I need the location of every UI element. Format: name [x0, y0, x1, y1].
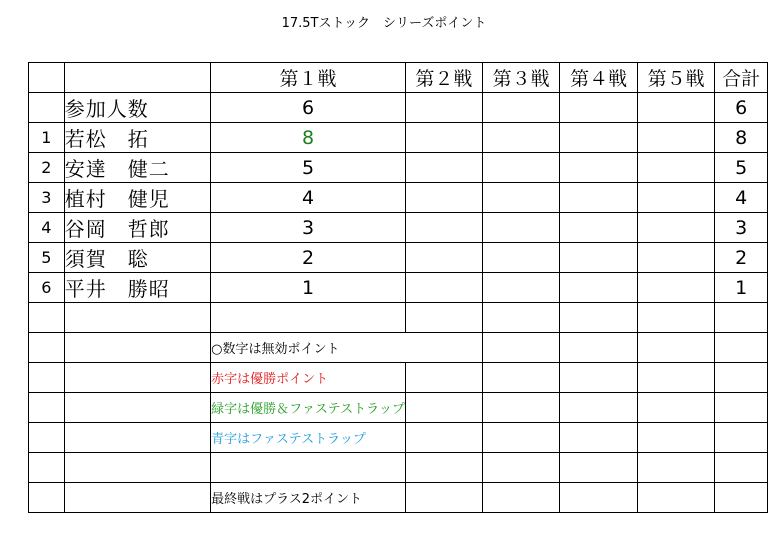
empty-cell	[483, 483, 560, 513]
empty-cell	[560, 213, 638, 243]
empty-cell	[715, 333, 768, 363]
empty-cell	[405, 273, 482, 303]
note-row	[29, 423, 768, 453]
empty-cell	[29, 423, 65, 453]
total-points: 5	[715, 153, 768, 183]
empty-cell	[715, 393, 768, 423]
empty-cell	[483, 243, 560, 273]
note-win-fastest: 緑字は優勝＆ファステストラップ	[211, 393, 406, 423]
table-row	[29, 213, 768, 243]
note-row	[29, 363, 768, 393]
rank-cell: 1	[29, 123, 65, 153]
round1-points: 3	[211, 213, 406, 243]
empty-cell	[483, 453, 560, 483]
empty-cell	[638, 123, 715, 153]
driver-name: 谷岡 哲郎	[64, 213, 210, 243]
total-points: 1	[715, 273, 768, 303]
empty-cell	[560, 183, 638, 213]
empty-cell	[405, 213, 482, 243]
empty-cell	[405, 243, 482, 273]
empty-cell	[405, 423, 482, 453]
driver-name: 平井 勝昭	[64, 273, 210, 303]
total-points: 4	[715, 183, 768, 213]
empty-cell	[638, 363, 715, 393]
empty-cell	[560, 303, 638, 333]
header-name-cell	[64, 63, 210, 93]
empty-cell	[64, 303, 210, 333]
participants-label: 参加人数	[64, 93, 210, 123]
empty-cell	[638, 153, 715, 183]
empty-cell	[483, 393, 560, 423]
header-round-1: 第１戦	[211, 63, 406, 93]
rank-cell: 3	[29, 183, 65, 213]
empty-cell	[715, 363, 768, 393]
page-title: 17.5Tストック シリーズポイント	[281, 16, 487, 31]
empty-cell	[29, 333, 65, 363]
driver-name: 植村 健児	[64, 183, 210, 213]
table-row	[29, 243, 768, 273]
empty-cell	[715, 483, 768, 513]
note-invalid: ○数字は無効ポイント	[211, 333, 406, 363]
rank-cell: 6	[29, 273, 65, 303]
empty-cell	[405, 153, 482, 183]
empty-cell	[560, 363, 638, 393]
note-fastest: 青字はファステストラップ	[211, 423, 406, 453]
empty-cell	[483, 213, 560, 243]
empty-cell	[405, 333, 482, 363]
empty-cell	[560, 273, 638, 303]
empty-cell	[483, 333, 560, 363]
header-round-5: 第５戦	[638, 63, 715, 93]
empty-cell	[64, 393, 210, 423]
empty-cell	[405, 183, 482, 213]
header-round-2: 第２戦	[405, 63, 482, 93]
empty-cell	[64, 333, 210, 363]
header-round-3: 第３戦	[483, 63, 560, 93]
empty-cell	[64, 453, 210, 483]
empty-cell	[560, 153, 638, 183]
round1-points: 2	[211, 243, 406, 273]
empty-cell	[638, 273, 715, 303]
empty-cell	[638, 453, 715, 483]
header-rank-cell	[29, 63, 65, 93]
empty-cell	[405, 93, 482, 123]
empty-cell	[211, 453, 406, 483]
rank-cell: 2	[29, 153, 65, 183]
round1-points: 4	[211, 183, 406, 213]
participants-row	[29, 93, 768, 123]
rank-cell: 4	[29, 213, 65, 243]
empty-cell	[560, 453, 638, 483]
empty-cell	[715, 453, 768, 483]
empty-cell	[483, 423, 560, 453]
empty-cell	[560, 123, 638, 153]
total-points: 3	[715, 213, 768, 243]
empty-cell	[64, 483, 210, 513]
empty-cell	[405, 363, 482, 393]
empty-cell	[483, 123, 560, 153]
participants-total: 6	[715, 93, 768, 123]
note-win: 赤字は優勝ポイント	[211, 363, 406, 393]
empty-cell	[638, 183, 715, 213]
empty-cell	[638, 483, 715, 513]
empty-cell	[483, 363, 560, 393]
empty-cell	[483, 273, 560, 303]
empty-cell	[638, 93, 715, 123]
round1-points: 1	[211, 273, 406, 303]
empty-cell	[638, 243, 715, 273]
empty-cell	[29, 363, 65, 393]
empty-cell	[29, 453, 65, 483]
rank-cell: 5	[29, 243, 65, 273]
empty-cell	[560, 423, 638, 453]
empty-cell	[715, 303, 768, 333]
driver-name: 須賀 聡	[64, 243, 210, 273]
empty-cell	[64, 423, 210, 453]
empty-cell	[638, 303, 715, 333]
note-row	[29, 393, 768, 423]
table-row	[29, 123, 768, 153]
participants-round1: 6	[211, 93, 406, 123]
empty-cell	[405, 123, 482, 153]
empty-cell	[483, 183, 560, 213]
round1-points: 5	[211, 153, 406, 183]
note-final-race: 最終戦はプラス2ポイント	[211, 483, 406, 513]
empty-row	[29, 453, 768, 483]
empty-cell	[405, 483, 482, 513]
header-row	[29, 63, 768, 93]
empty-cell	[715, 423, 768, 453]
empty-cell	[29, 93, 65, 123]
table-row	[29, 153, 768, 183]
empty-cell	[638, 423, 715, 453]
empty-cell	[638, 213, 715, 243]
empty-cell	[29, 483, 65, 513]
total-points: 8	[715, 123, 768, 153]
empty-cell	[483, 93, 560, 123]
empty-cell	[29, 393, 65, 423]
table-row	[29, 183, 768, 213]
empty-cell	[483, 303, 560, 333]
header-total: 合計	[715, 63, 768, 93]
empty-cell	[211, 303, 406, 333]
empty-cell	[560, 333, 638, 363]
empty-cell	[560, 243, 638, 273]
empty-cell	[405, 453, 482, 483]
empty-row	[29, 303, 768, 333]
table-row	[29, 273, 768, 303]
empty-cell	[405, 393, 482, 423]
note-row	[29, 483, 768, 513]
note-row	[29, 333, 768, 363]
empty-cell	[560, 393, 638, 423]
round1-points: 8	[211, 123, 406, 153]
empty-cell	[560, 93, 638, 123]
driver-name: 若松 拓	[64, 123, 210, 153]
header-round-4: 第４戦	[560, 63, 638, 93]
empty-cell	[29, 303, 65, 333]
empty-cell	[483, 153, 560, 183]
driver-name: 安達 健二	[64, 153, 210, 183]
empty-cell	[64, 363, 210, 393]
total-points: 2	[715, 243, 768, 273]
empty-cell	[560, 483, 638, 513]
empty-cell	[638, 393, 715, 423]
series-points-table	[28, 62, 768, 513]
empty-cell	[405, 303, 482, 333]
empty-cell	[638, 333, 715, 363]
